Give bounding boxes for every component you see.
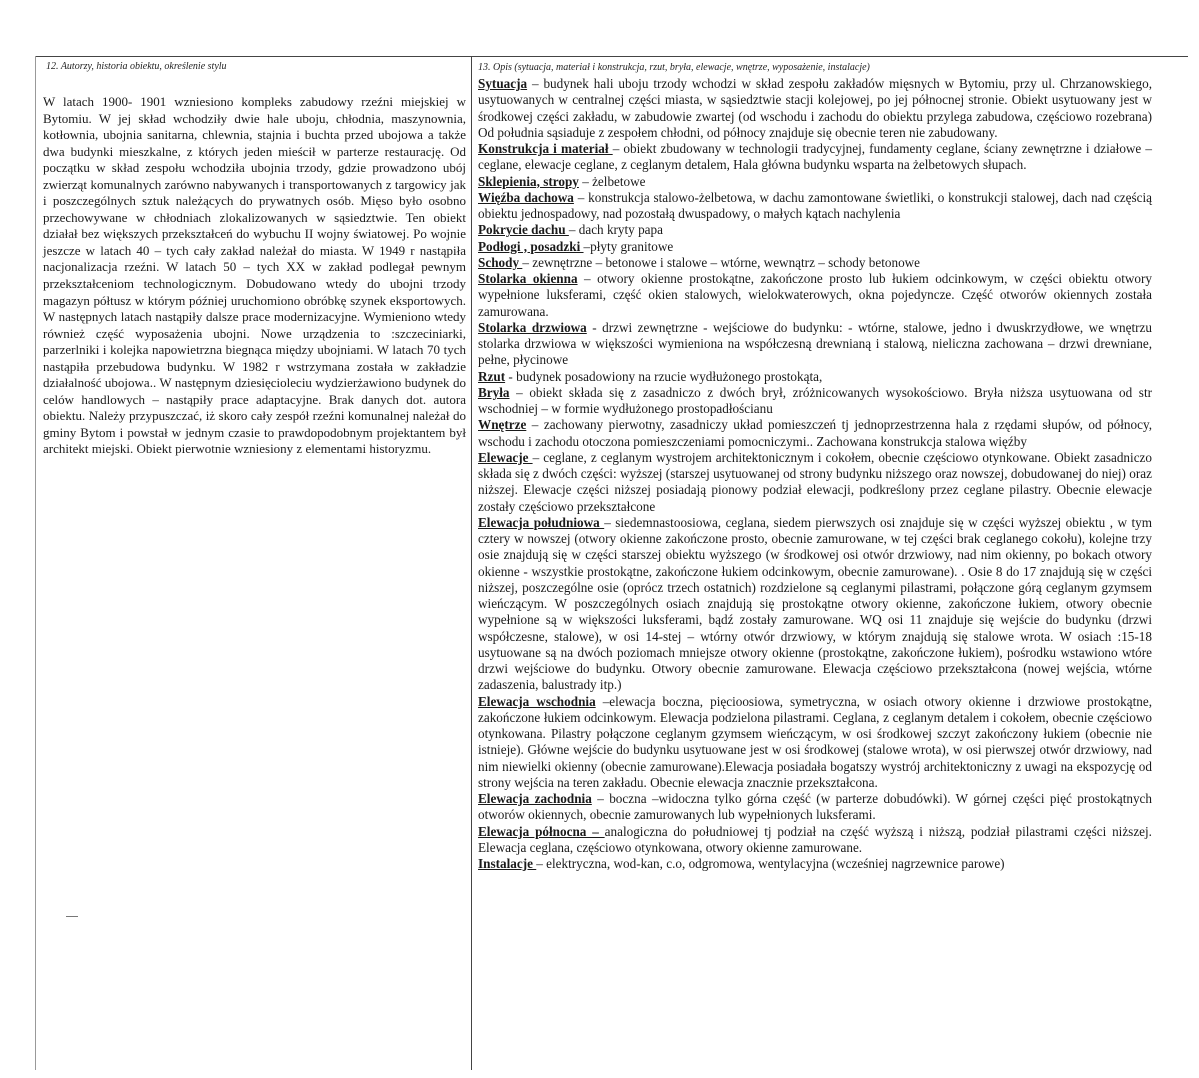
section-text: –płyty granitowe <box>583 238 674 254</box>
section-text: – żelbetowe <box>578 173 646 189</box>
section-sytuacja <box>478 76 1152 141</box>
section-text: - budynek posadowiony na rzucie wydłużonego prostokąta, <box>505 368 823 384</box>
section-elewacja-zachodnia <box>478 791 1152 824</box>
section-stolarka-drzwiowa <box>478 320 1152 369</box>
section-wiezba <box>478 190 1152 223</box>
section-pokrycie <box>478 222 1152 238</box>
section-term: Konstrukcja i materiał <box>478 141 613 156</box>
section-konstrukcja <box>478 141 1152 174</box>
section-term: Elewacja wschodnia <box>478 693 596 709</box>
left-border <box>35 56 36 1070</box>
section-term: Sytuacja <box>478 76 528 91</box>
section-text: – obiekt składa się z zasadniczo z dwóch brył, zróżnicowanych wysokościowo. Bryła niższa usytuowana od str wschodniej – w formie wydłużonego prostopadłościanu <box>478 384 1152 416</box>
section-term: Podłogi , posadzki <box>478 238 584 254</box>
section-text: – obiekt zbudowany w technologii tradycyjnej, fundamenty ceglane, ściany zewnętrzne i działowe – ceglane, elewacje ceglane, z ceglanym detalem, Hala główna budynku wsparta na żelbetowych słupach. <box>478 141 1152 173</box>
scan-mark <box>66 916 78 917</box>
section-term: Sklepienia, stropy <box>478 173 579 189</box>
section-rzut <box>478 369 1152 385</box>
section-text: analogiczna do południowej tj podział na część wyższą i niższą, podział pilastrami części niższej. Elewacja ceglana, częściowo otynkowana, otwory okienne zamurowane. <box>478 823 1152 855</box>
section-term: Elewacja południowa <box>478 514 605 530</box>
section-term: Elewacja zachodnia <box>478 791 592 806</box>
section-schody <box>478 255 1152 271</box>
section-term: Stolarka okienna <box>478 271 578 286</box>
section-term: Wnętrze <box>478 417 527 433</box>
description-text <box>478 76 1152 872</box>
section-term: Instalacje <box>478 856 537 871</box>
section-term: Elewacje <box>478 449 533 465</box>
section-term: Bryła <box>478 384 510 400</box>
section-text: – elektryczna, wod-kan, c.o, odgromowa, wentylacyjna (wcześniej nagrzewnice parowe) <box>536 856 1005 871</box>
section-text: – konstrukcja stalowo-żelbetowa, w dachu zamontowane świetliki, o konstrukcji stalowej, dach nad częścią obiektu jednospadowy, nad pozostałą dwuspadowy, o małych kątach nachylenia <box>478 189 1153 221</box>
section-text: – boczna –widoczna tylko górna część (w parterze dobudówki). W górnej części pięć prostokątnych otworów okiennych, obecnie zamurowanych lub wypełnionych luksferami. <box>478 791 1152 823</box>
section-term: Więźba dachowa <box>478 189 574 205</box>
section-instalacje <box>478 856 1152 872</box>
section-text: – zewnętrzne – betonowe i stalowe – wtórne, wewnątrz – schody betonowe <box>522 254 921 270</box>
section-text: –elewacja boczna, pięcioosiowa, symetryczna, w osiach otwory okienne i drzwiowe prostokątne, zakończone łukiem odcinkowym. Elewacja podzielona pilastrami. Ceglana, z ceglanym detalem i cokołem, obecnie częściowo otynkowana. Pilastry połączone ceglanym gzymsem wieńczącym, w osi środkowej szczyt zakończony łukiem (obecnie nie istnieje). Główne wejście do budynku usytuowane jest w osi środkowej (stalowe wrota), w osi pierwszej otwór drzwiowy, nad nim niewielki okienny (obecnie zamurowane).Elewacja posiadała bogatszy wystrój architektoniczny z uwagi na ekspozycję od strony wejścia na teren zakładu. Obecnie elewacja znacznie przekształcona. <box>478 693 1152 790</box>
top-rule <box>35 56 1188 57</box>
column-divider <box>471 56 472 1070</box>
right-column-heading: 13. Opis (sytuacja, materiał i konstrukcja, rzut, bryła, elewacje, wnętrze, wyposażenie, instalacje) <box>478 62 870 73</box>
section-text: - drzwi zewnętrzne - wejściowe do budynku: - wtórne, stalowe, jedno i dwuskrzydłowe, we wnętrzu stolarka drzwiowa w większości wymieniona na współczesną drewnianą i stalową, nieliczna zachowana – drzwi drewniane, pełne, płycinowe <box>478 319 1152 368</box>
section-text: – dach kryty papa <box>568 222 663 238</box>
section-text: – siedemnastoosiowa, ceglana, siedem pierwszych osi znajduje się w części wyższej obiektu , w tym cztery w nowszej (otwory okienne zakończone prosto, obecnie zamurowane, w tej części brak ceglanego cokołu), kolejne trzy osie znajdują się w części starszej obiektu wyższego (w środkowej osi otwór drzwiowy, nad nim okienny, po bokach otwory okienne - wszystkie prostokątne, zakończone łukiem odcinkowym, obecnie zamurowane). . Osie 8 do 17 znajdują się w części niższej, poszczególne osie (oprócz trzech ostatnich) rozdzielone są ceglanymi pilastrami, połączone górą ceglanym gzymsem wieńczącym. W poszczególnych osiach znajdują się prostokątne otwory okienne, zakończone łukiem, otwory obecnie wypełnione są w większości luksferami, bądź zostały zamurowane. WQ osi 11 znajduje się wejście do budynku (drzwi współczesne, stalowe), w osi 14-stej – wtórny otwór drzwiowy, w którym znajdują się stalowe wrota. W osiach :15-18 usytuowane są na dwóch poziomach mniejsze otwory okienne (prostokątne, zakończone łukiem), pośrodku wstawiono wtóre drzwi wejściowe do budynku. Otwory obecnie zamurowane. Elewacja częściowo przekształcona (nowej wejścia, wtórne zadaszenia, balustrady itp.) <box>478 514 1152 693</box>
section-bryla <box>478 385 1152 418</box>
section-term: Rzut <box>478 368 506 384</box>
section-text: – zachowany pierwotny, zasadniczy układ pomieszczeń tj jednoprzestrzenna hala z rzędami słupów, od północy, wschodu i zachodu otoczona pomieszczeniami pomocniczymi.. Zachowana konstrukcja stalowa więźby <box>478 417 1152 449</box>
history-text: W latach 1900- 1901 wzniesiono kompleks zabudowy rzeźni miejskiej w Bytomiu. W jej skład wchodziły dwie hale uboju, chłodnia, maszynownia, kotłownia, ubojnia sanitarna, chlewnia, stajnia i buchta przed ubojowa a także dwa budynki mieszkalne, z których jeden mieścił w parterze restaurację. Od początku w skład zespołu wchodziła ubojnia trzody, gdzie prowadzono ubój zwierząt komunalnych zarówno nabywanych i transportowanych z targowicy jak i poszczególnych sztuk należących do prywatnych osób. Mięso było osobno przechowywane w chłodniach zlokalizowanych w sąsiedztwie. Ten obiekt działał bez większych przekształceń do wybuchu II wojny światowej. Po wojnie jeszcze w latach 40 – tych cały zakład należał do miasta. W 1949 r nastąpiła nacjonalizacja rzeźni. W latach 50 – tych XX w zakład podlegał pewnym przekształceniom technologicznym. Dobudowano wtedy do ubojni trzody magazyn półtusz w którym później uruchomiono obróbkę szynek eksportowych. W następnych latach nastąpiły dalsze prace modernizacyjne. Wymieniono wtedy również część wyposażenia ubojni. Nowe urządzenia to :szczeciniarki, parzerlniki i kolejka napowietrzna biegnąca między ubojniami. W latach 70 tych nastąpiła przebudowa budynku. W 1982 r wstrzymana została w zakładzie działalność ubojowa.. W następnym dziesięcioleciu wydzierżawiono budynek do celów handlowych – nastąpiły prace adaptacyjne. Brak danych dot. autora obiektu. Należy przypuszczać, iż skoro cały zespół rzeźni komunalnej należał do gminy Bytom i powstał w jednym czasie to prawdopodobnym projektantem był architekt miejski. Obiekt pierwotnie wzniesiony z elementami historyzmu. <box>43 94 466 457</box>
section-elewacja-wschodnia <box>478 694 1152 792</box>
section-elewacja-poludniowa <box>478 515 1152 694</box>
section-stolarka-okienna <box>478 271 1152 320</box>
section-elewacja-polnocna <box>478 824 1152 857</box>
section-term: Elewacja północna – <box>478 823 605 839</box>
section-text: – ceglane, z ceglanym wystrojem architektonicznym i cokołem, obecnie częściowo otynkowane. Obiekt zasadniczo składa się z dwóch części: wyższej (starszej usytuowanej od strony budynku niższego oraz nowszej, dobudowanej do niej) oraz niższej. Elewacje części niższej posiadają pionowy podział elewacji, podkreślony przez ceglane pilastry. Obecnie elewacje zostały częściowo przekształcone <box>478 449 1152 514</box>
left-column-heading: 12. Autorzy, historia obiektu, określenie stylu <box>46 61 227 72</box>
section-podlogi <box>478 239 1152 255</box>
section-text: – otwory okienne prostokątne, zakończone prosto lub łukiem odcinkowym, w części obiektu otwory wypełnione luksferami, część okien stalowych, wielokwaterowych, okna pojedyncze. Część otworów okiennych została zamurowana. <box>478 271 1152 319</box>
section-term: Stolarka drzwiowa <box>478 319 587 335</box>
section-sklepienia <box>478 174 1152 190</box>
section-text: – budynek hali uboju trzody wchodzi w skład zespołu zakładów mięsnych w Bytomiu, przy ul. Chrzanowskiego, usytuowanych w centralnej części miasta, w sąsiedztwie stacji kolejowej, po jej północnej stronie. Obiekt usytuowany jest w środkowej części zakładu, w zabudowie zwartej (od wschodu i zachodu do obiektu przylega zabudowa, częściowo rozebrana) Od południa sąsiaduje z zespołem chłodni, od północy znajduje się obecnie teren nie zabudowany. <box>478 76 1152 140</box>
section-term: Schody <box>478 254 523 270</box>
section-wnetrze <box>478 417 1152 450</box>
section-term: Pokrycie dachu <box>478 222 569 238</box>
section-elewacje <box>478 450 1152 515</box>
